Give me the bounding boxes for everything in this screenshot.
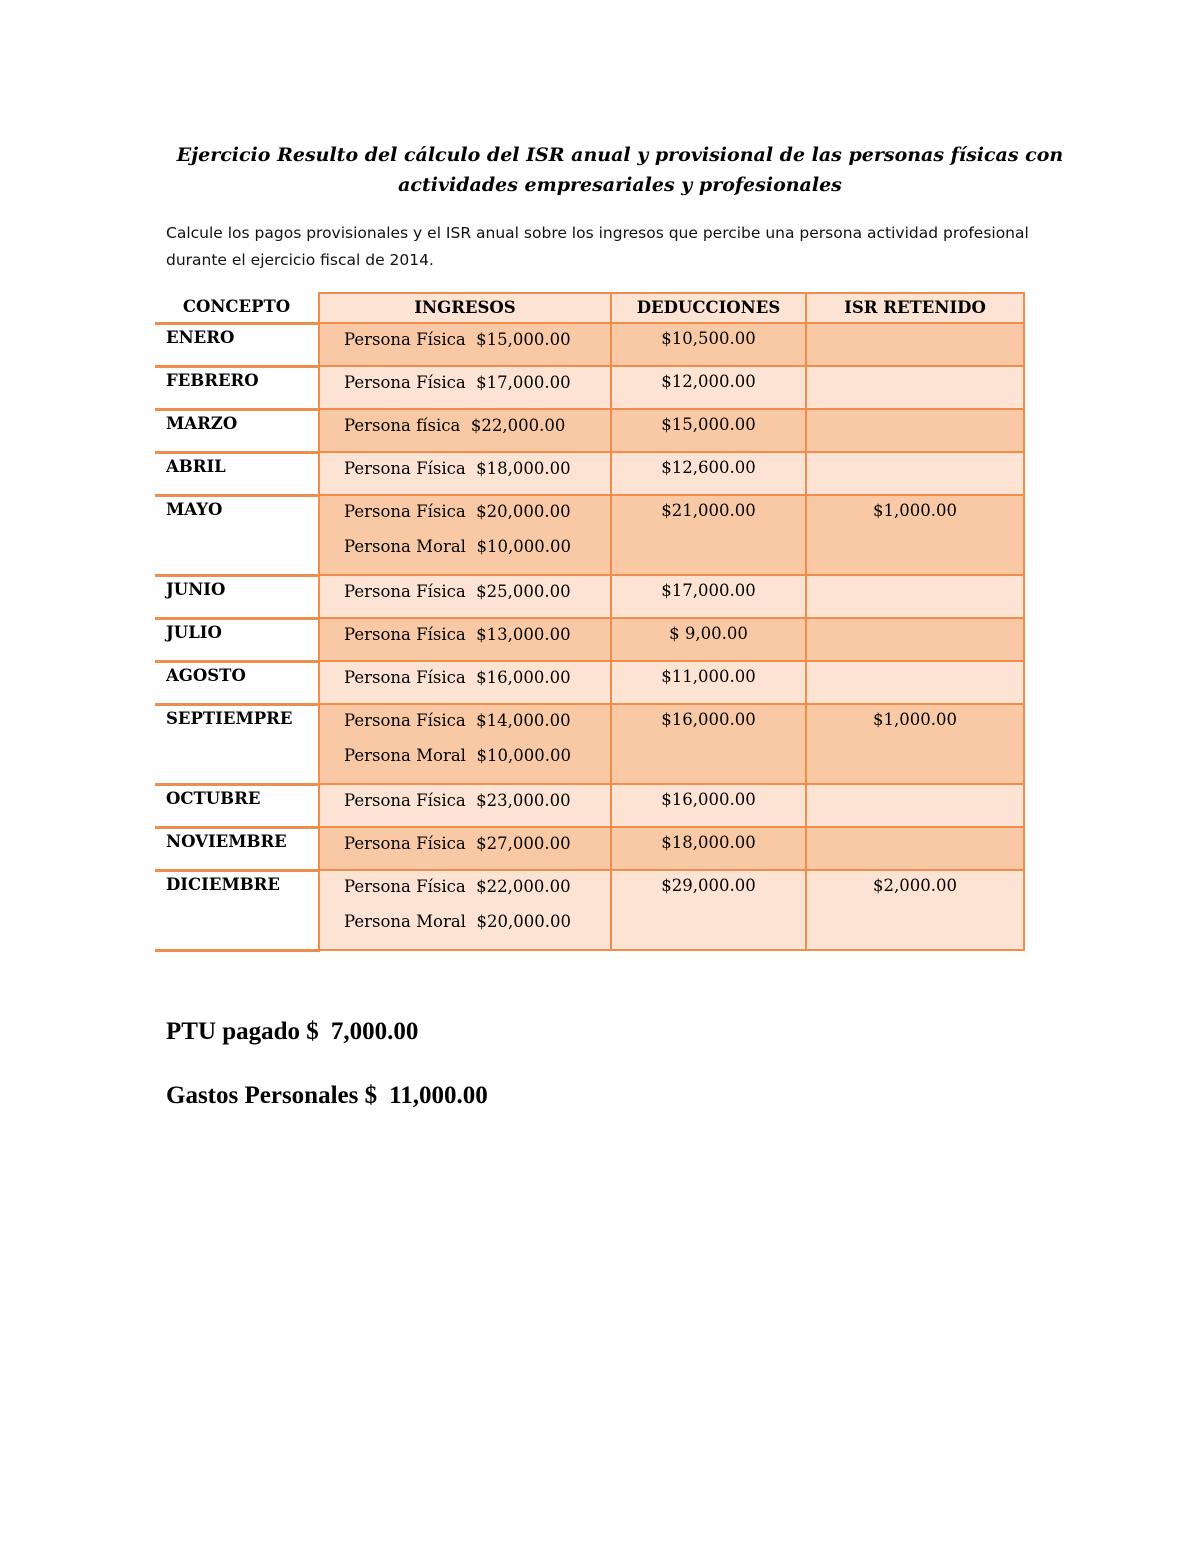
table-row xyxy=(155,323,1024,366)
income-amount: $25,000.00 xyxy=(476,582,571,601)
row-ingresos xyxy=(319,870,611,950)
ptu-summary xyxy=(166,1018,418,1046)
row-isr-retenido xyxy=(806,409,1024,452)
table-row xyxy=(155,495,1024,575)
income-label: Persona Física xyxy=(344,791,466,810)
row-isr-retenido xyxy=(806,495,1024,575)
income-amount: $10,000.00 xyxy=(476,537,571,556)
gastos-label: Gastos Personales $ xyxy=(166,1082,378,1109)
row-deducciones xyxy=(611,575,806,618)
row-isr-retenido xyxy=(806,366,1024,409)
income-amount: $23,000.00 xyxy=(476,791,571,810)
row-deducciones xyxy=(611,704,806,784)
row-deducciones xyxy=(611,366,806,409)
isr-amount: $1,000.00 xyxy=(873,501,957,520)
deduction-amount: $18,000.00 xyxy=(661,833,756,852)
income-label: Persona Física xyxy=(344,711,466,730)
income-label: Persona Física xyxy=(344,668,466,687)
income-label: Persona Física xyxy=(344,502,466,521)
table-row xyxy=(155,661,1024,704)
row-concepto: FEBRERO xyxy=(155,366,319,409)
row-isr-retenido xyxy=(806,452,1024,495)
income-amount: $18,000.00 xyxy=(476,459,571,478)
ptu-value: 7,000.00 xyxy=(330,1018,419,1045)
deduction-amount: $ 9,00.00 xyxy=(669,624,748,643)
row-deducciones xyxy=(611,452,806,495)
row-ingresos xyxy=(319,452,611,495)
income-amount: $17,000.00 xyxy=(476,373,571,392)
income-label: Persona Física xyxy=(344,582,466,601)
income-amount: $15,000.00 xyxy=(476,330,571,349)
table-row xyxy=(155,827,1024,870)
row-concepto: DICIEMBRE xyxy=(155,870,319,950)
income-amount: $22,000.00 xyxy=(476,877,571,896)
income-entry xyxy=(320,324,610,356)
row-deducciones xyxy=(611,409,806,452)
income-entry xyxy=(320,737,610,775)
row-concepto: ENERO xyxy=(155,323,319,366)
income-entry xyxy=(320,410,610,442)
header-ingresos: INGRESOS xyxy=(319,293,611,323)
row-isr-retenido xyxy=(806,870,1024,950)
deduction-amount: $21,000.00 xyxy=(661,501,756,520)
income-entry xyxy=(320,453,610,485)
row-isr-retenido xyxy=(806,575,1024,618)
deduction-amount: $10,500.00 xyxy=(661,329,756,348)
income-label: Persona Moral xyxy=(344,746,466,765)
row-ingresos xyxy=(319,409,611,452)
income-entry xyxy=(320,828,610,860)
deduction-amount: $12,600.00 xyxy=(661,458,756,477)
isr-amount: $2,000.00 xyxy=(873,876,957,895)
income-entry xyxy=(320,903,610,941)
table-row xyxy=(155,409,1024,452)
deduction-amount: $29,000.00 xyxy=(661,876,756,895)
header-isr-retenido: ISR RETENIDO xyxy=(806,293,1024,323)
row-concepto: JUNIO xyxy=(155,575,319,618)
row-ingresos xyxy=(319,575,611,618)
table-row xyxy=(155,452,1024,495)
income-entry xyxy=(320,619,610,651)
ptu-label: PTU pagado $ xyxy=(166,1018,319,1045)
row-ingresos xyxy=(319,323,611,366)
row-concepto: MAYO xyxy=(155,495,319,575)
income-entry xyxy=(320,576,610,608)
income-amount: $16,000.00 xyxy=(476,668,571,687)
deduction-amount: $12,000.00 xyxy=(661,372,756,391)
row-ingresos xyxy=(319,495,611,575)
table-body xyxy=(155,323,1024,950)
income-label: Persona Física xyxy=(344,877,466,896)
income-amount: $10,000.00 xyxy=(476,746,571,765)
intro-line-2: durante el ejercicio fiscal de 2014. xyxy=(166,251,434,269)
isr-amount: $1,000.00 xyxy=(873,710,957,729)
income-label: Persona Moral xyxy=(344,537,466,556)
row-ingresos xyxy=(319,661,611,704)
income-label: Persona Física xyxy=(344,625,466,644)
title-line-2: actividades empresariales y profesionales xyxy=(398,174,842,196)
income-entry xyxy=(320,496,610,528)
table-row xyxy=(155,618,1024,661)
income-label: Persona Moral xyxy=(344,912,466,931)
income-amount: $22,000.00 xyxy=(470,416,566,435)
row-concepto: NOVIEMBRE xyxy=(155,827,319,870)
deduction-amount: $11,000.00 xyxy=(661,667,756,686)
income-entry xyxy=(320,871,610,903)
row-concepto: SEPTIEMPRE xyxy=(155,704,319,784)
row-concepto: AGOSTO xyxy=(155,661,319,704)
row-deducciones xyxy=(611,827,806,870)
row-concepto: JULIO xyxy=(155,618,319,661)
table-row xyxy=(155,784,1024,827)
row-concepto: OCTUBRE xyxy=(155,784,319,827)
gastos-summary xyxy=(166,1082,488,1110)
income-label: Persona Física xyxy=(344,834,466,853)
title-line-1: Ejercicio Resulto del cálculo del ISR anual y provisional de las personas físicas con xyxy=(176,144,1064,166)
income-entry xyxy=(320,528,610,566)
income-amount: $20,000.00 xyxy=(476,502,571,521)
header-deducciones: DEDUCCIONES xyxy=(611,293,806,323)
row-ingresos xyxy=(319,784,611,827)
row-deducciones xyxy=(611,618,806,661)
income-amount: $14,000.00 xyxy=(476,711,571,730)
income-amount: $13,000.00 xyxy=(476,625,571,644)
income-label: Persona Física xyxy=(344,330,466,349)
row-ingresos xyxy=(319,704,611,784)
row-isr-retenido xyxy=(806,827,1024,870)
income-label: Persona física xyxy=(344,416,461,435)
row-concepto: MARZO xyxy=(155,409,319,452)
row-deducciones xyxy=(611,495,806,575)
income-label: Persona Física xyxy=(344,459,466,478)
income-table xyxy=(155,292,1025,952)
gastos-value: 11,000.00 xyxy=(389,1082,488,1109)
row-ingresos xyxy=(319,827,611,870)
row-ingresos xyxy=(319,618,611,661)
row-deducciones xyxy=(611,661,806,704)
row-deducciones xyxy=(611,784,806,827)
row-isr-retenido xyxy=(806,618,1024,661)
row-isr-retenido xyxy=(806,784,1024,827)
table-header-row xyxy=(155,293,1024,323)
income-amount: $27,000.00 xyxy=(476,834,571,853)
deduction-amount: $16,000.00 xyxy=(661,710,756,729)
income-label: Persona Física xyxy=(344,373,466,392)
deduction-amount: $17,000.00 xyxy=(661,581,756,600)
deduction-amount: $15,000.00 xyxy=(661,415,756,434)
intro-line-1: Calcule los pagos provisionales y el ISR anual sobre los ingresos que percibe una persona actividad profesional xyxy=(166,224,1029,242)
table-row xyxy=(155,870,1024,950)
table-row xyxy=(155,366,1024,409)
row-isr-retenido xyxy=(806,704,1024,784)
document-title xyxy=(150,140,1090,200)
row-concepto: ABRIL xyxy=(155,452,319,495)
income-entry xyxy=(320,705,610,737)
income-entry xyxy=(320,662,610,694)
table-row xyxy=(155,575,1024,618)
header-concepto: CONCEPTO xyxy=(155,293,319,323)
row-isr-retenido xyxy=(806,661,1024,704)
table-row xyxy=(155,704,1024,784)
income-entry xyxy=(320,785,610,817)
row-isr-retenido xyxy=(806,323,1024,366)
instructions-paragraph xyxy=(166,220,1066,274)
income-amount: $20,000.00 xyxy=(476,912,571,931)
row-ingresos xyxy=(319,366,611,409)
income-entry xyxy=(320,367,610,399)
row-deducciones xyxy=(611,870,806,950)
deduction-amount: $16,000.00 xyxy=(661,790,756,809)
row-deducciones xyxy=(611,323,806,366)
